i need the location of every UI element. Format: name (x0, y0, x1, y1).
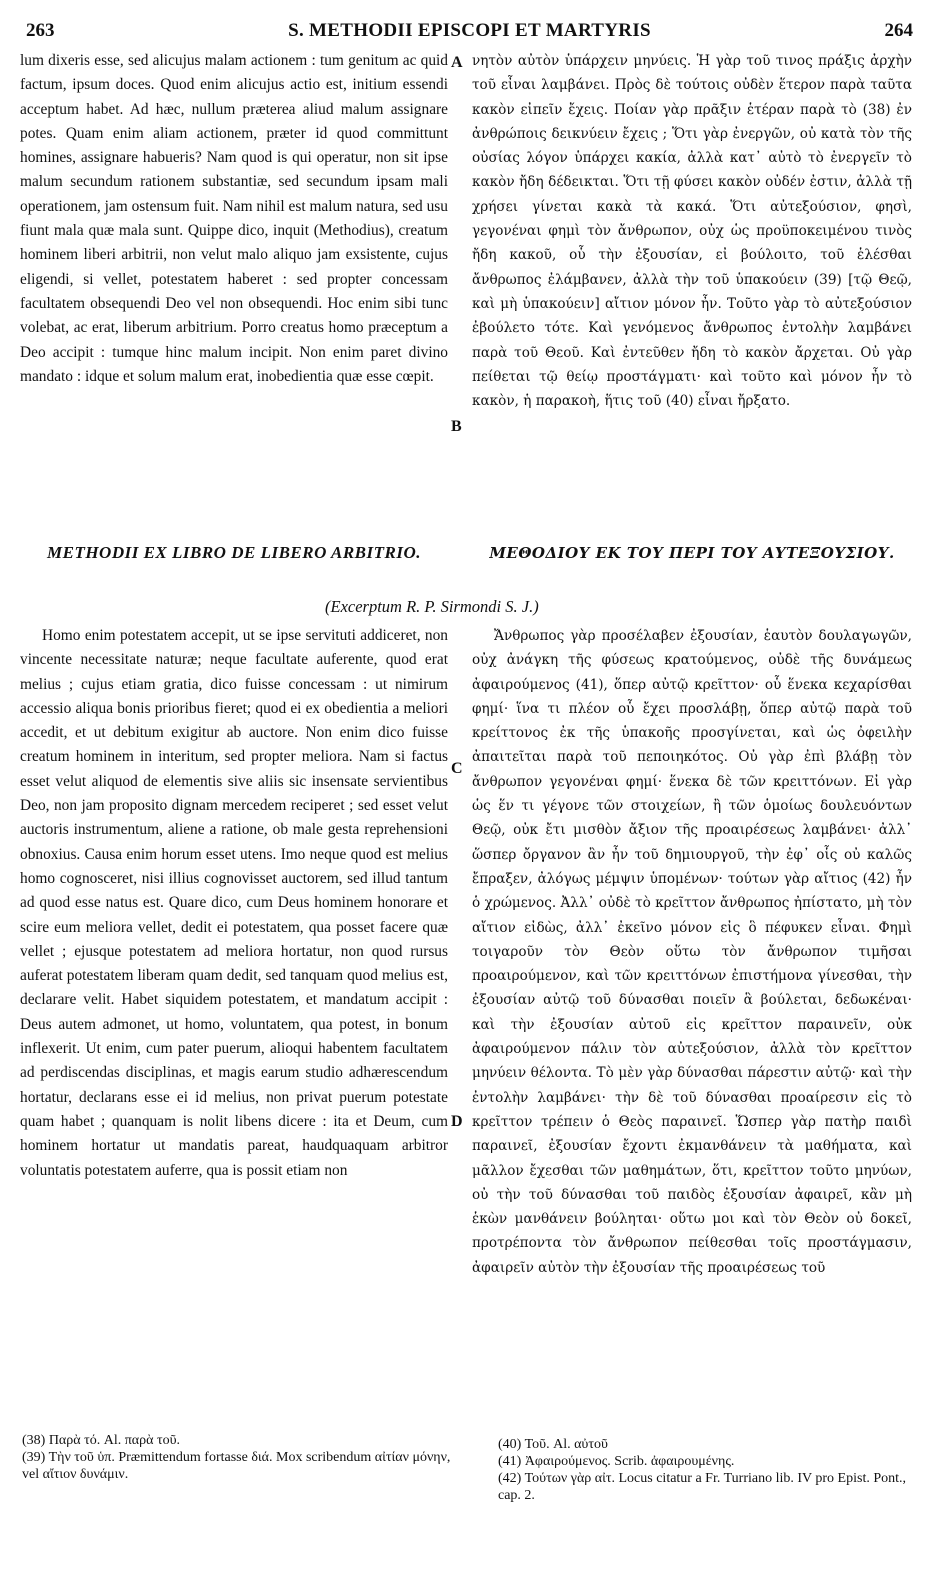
greek-column-top (472, 49, 912, 413)
excerpt-note: (Excerptum R. P. Sirmondi S. J.) (325, 597, 539, 616)
page-number-right: 264 (884, 20, 913, 41)
footnote: (41) Ἀφαιρούμενος. Scrib. ἀφαιρουμένης. (498, 1454, 735, 1469)
greek-paragraph: Ἄνθρωπος γὰρ προσέλαβεν ἐξουσίαν, ἑαυτὸν δουλαγωγῶν, οὐχ ἀνάγκη τῆς φύσεως κρατούμενος, οὐδὲ τῆς δυνάμεως ἀφαιρούμενος (41), ὅπερ αὐτῷ κρεῖττον· οὗ ἕνεκα κεχαρίσθαι φημί· ἵνα τι πλέον οὗ ἔχει προσλάβῃ, ὅπερ αὐτῷ παρὰ τοῦ κρείττονος ἐκ τῆς ὑπακοῆς προσγίνεται, καὶ ὡς ὀφειλὴν ἀπαιτεῖται παρὰ τοῦ πεποιηκότος. Οὐ γὰρ ἐπὶ βλάβῃ τὸν ἄνθρωπον γεγονέναι φημί· ἕνεκα δὲ τῶν κρειττόνων. Εἰ γὰρ ὡς ἕν τι γέγονε τῶν στοιχείων, ἢ τῶν ὁμοίως δουλευόντων Θεῷ, οὐκ ἔτι μισθὸν ἄξιον τῆς προαιρέσεως λαμβάνει· ἀλλ᾽ ὥσπερ ὄργανον ἂν ἦν τοῦ δημιουργοῦ, τὴν ἐφ᾽ οἷς οὐ καλῶς ἔπραξεν, ἀλόγως μέμψιν ὑπομένων· τούτων γὰρ αἴτιος (42) ἦν ὁ χρώμενος. Ἀλλ᾽ οὐδὲ τὸ κρεῖττον ἄνθρωπος ἠπίστατο, μὴ τὸν αἴτιον εἰδὼς, ἀλλ᾽ ἐκεῖνο μόνον εἰς ὃ πέφυκεν εἶναι. Φημὶ τοιγαροῦν τὸν Θεὸν οὕτω τὸν ἄνθρωπον τιμῆσαι προαιρούμενον, καὶ τῶν κρειττόνων ἐπιστήμονα γίνεσθαι, τὴν ἐξουσίαν αὐτῷ τοῦ δύνασθαι ποιεῖν ἃ βούλεται, δεδωκέναι· καὶ τὴν ἐξουσίαν αὐτοῦ εἰς κρεῖττον παραινεῖν, οὐκ ἀφαιρούμενον πάλιν τὸν αὐτεξούσιον, ἀλλὰ τὸν κρεῖττον μηνύειν θέλοντα. Τὸ μὲν γὰρ δύνασθαι πάρεστιν αὐτῷ· καὶ τὴν ἐντολὴν λαμβάνει· τὴν δὲ τοῦ δύνασθαι προαίρεσιν εἰς τὸ κρεῖττον τρέπειν ὁ Θεὸς παραινεῖ. Ὥσπερ γὰρ πατὴρ παιδὶ παραινεῖ, ἐξουσίαν ἔχοντι ἐκμανθάνειν τὰ μαθήματα, καὶ μᾶλλον ἔχεσθαι τῶν μαθημάτων, ὅτι, κρεῖττον τοῦτο μηνύων, οὐ τὴν τοῦ δύνασθαι τοῦ παιδὸς ἐξουσίαν ἀφαιρεῖ, κἂν μὴ ἑκὼν μανθάνειν βούληται· οὕτω μοι καὶ τὸν Θεὸν οὐ δοκεῖ, προτρέποντα τὸν ἄνθρωπον πείθεσθαι τοῖς προστάγμασιν, ἀφαιρεῖν αὐτὸν τὴν ἐξουσίαν τῆς προαιρέσεως τοῦ (472, 628, 912, 1276)
latin-paragraph: lum dixeris esse, sed alicujus malam actionem : tum genitum ac quid factum, ipsum doces. Quod enim alicujus actio est, initium essendi acceptum habet. Ad hæc, nullum præterea aliud malum assignare potes. Quam enim aliam actionem, præter id quod committunt homines, assignare habueris? Nam quod is qui operatur, non sit ipse malum secundum rationem substantiæ, sed secundum ipsam mali operationem, jam ostensum fuit. Nam nihil est malum natura, sed usu fiunt mala quæ mala sunt. Quippe dico, inquit (Methodius), creatum hominem liberi arbitrii, non velut malo aliquo jam exsistente, cujus eligendi, si vellet, potestatem haberet : sed propter concessam facultatem obsequendi Deo vel non obsequendi. Hoc enim sibi tunc volebat, ac erat, liberum arbitrium. Porro creatus homo præceptum a Deo accipit : tumque hinc malum incipit. Non enim paret divino mandato : idque et solum malum erat, inobedientia quæ esse cœpit. (20, 52, 448, 385)
margin-marker-a: A (451, 54, 463, 71)
footnote: (38) Παρὰ τό. Al. παρὰ τοῦ. (22, 1433, 180, 1448)
footnotes-right (498, 1436, 918, 1504)
page-header (26, 20, 913, 46)
footnote: (39) Τὴν τοῦ ὑπ. Præmittendum fortasse διά. Mox scribendum αἰτίαν μόνην, vel αἴτιον δυνάμιν. (22, 1450, 451, 1482)
running-title: S. METHODII EPISCOPI ET MARTYRIS (288, 20, 651, 41)
footnote: (42) Τούτων γὰρ αἰτ. Locus citatur a Fr. Turriano lib. IV pro Epist. Pont., cap. 2. (498, 1471, 907, 1503)
footnotes-left (22, 1432, 452, 1483)
margin-marker-d: D (451, 1113, 463, 1130)
page-number-left: 263 (26, 20, 55, 41)
greek-paragraph: νητὸν αὐτὸν ὑπάρχειν μηνύεις. Ἡ γὰρ τοῦ τινος πράξις ἀρχὴν τοῦ εἶναι λαμβάνει. Πρὸς δὲ τούτοις οὐδὲν ἕτερον παρὰ ταῦτα κακὸν εἰπεῖν ἔχεις. Ποίαν γὰρ πρᾶξιν ἑτέραν παρὰ τὸ (38) ἐν ἀνθρώποις δεικνύειν ἔχεις ; Ὅτι γὰρ ἐνεργῶν, οὐ κατὰ τὸν τῆς οὐσίας λόγον ὑπάρχει κακία, ἀλλὰ κατ᾽ αὐτὸ τὸ ἐνεργεῖν τὸ κακὸν ἤδη δέδεικται. Ὅτι τῇ φύσει κακὸν οὐδέν ἐστιν, ἀλλὰ τῇ χρήσει γίνεται κακὰ τὰ κακά. Ὅτι αὐτεξούσιον, φησὶ, γεγονέναι φημὶ τὸν ἄνθρωπον, οὐχ ὡς προϋποκειμένου τινὸς ἤδη κακοῦ, οὗ τὴν ἐξουσίαν, εἰ βούλοιτο, τοῦ ἑλέσθαι ἄνθρωπος ἐλάμβανεν, ἀλλὰ τὴν τοῦ ὑπακούειν (39) [τῷ Θεῷ, καὶ μὴ ὑπακούειν] αἴτιον μόνον ἦν. Τοῦτο γὰρ τὸ αὐτεξούσιον ἐβούλετο τότε. Καὶ γενόμενος ἄνθρωπος ἐντολὴν λαμβάνει παρὰ τοῦ Θεοῦ. Καὶ ἐντεῦθεν ἤδη τὸ κακὸν ἄρχεται. Οὐ γὰρ πείθεται τῷ θείῳ προστάγματι· καὶ τοῦτο καὶ μόνον ἦν τὸ κακὸν, ἡ παρακοὴ, ἥτις τοῦ (40) εἶναι ἤρξατο. (472, 53, 912, 410)
latin-paragraph: Homo enim potestatem accepit, ut se ipse servituti addiceret, non vincente necessitate naturæ; neque facultate auferente, quod erat melius ; cujus etiam gratia, dico fuisse concessam : ut nimirum accessio aliqua bonis prioribus fieret; quod ei ex obedientia a meliori accedit, et ut debitum exigitur ab auctore. Non enim dico fuisse creatum hominem in interitum, sed propter meliora. Nam si factus esset velut aliquod de elementis sive aliis sic insensate servientibus Deo, non jam proposito dignam mercedem reciperet ; sed esset velut auctoris instrumentum, aliene a ratione, ob male gesta reprehensioni obnoxius. Causa enim horum esset utens. Imo neque quod est melius homo cognosceret, nisi illius cognovisset auctorem, sed illud tantum ad quod esse natus est. Quare dico, cum Deus hominem honorare et scire eum meliora vellet, dedit ei potestatem, qua posset facere quæ vellet ; ejusque potestatem ad meliora hortatur, non quod rursus auferat potestatem liberam quam dedit, sed tanquam quod melius est, declarare velit. Habet siquidem potestatem, et mandatum accipit : Deus autem admonet, ut homo, voluntatem, qua potest, in bonum inflexerit. Ut enim, cum pater puerum, alioqui habentem facultatem ad perdiscendas disciplinas, et magis earum studio adhærescendum hortatur, declarans esse ei id melius, non privat puerum potestate quam habet ; quanquam is nolit libens dicere : ita et Deum, cum hominem hortatur ut mandatis pareat, haudquaquam arbitror voluntatis potestatem auferre, qua is possit etiam non (20, 627, 448, 1179)
greek-column-bottom (472, 624, 912, 1280)
margin-marker-c: C (451, 760, 463, 777)
footnote: (40) Τοῦ. Al. αὐτοῦ (498, 1437, 608, 1452)
greek-section-title: ΜΕΘΟΔΙΟΥ ΕΚ ΤΟΥ ΠΕΡΙ ΤΟΥ ΑΥΤΕΞΟΥΣΙΟΥ. (489, 544, 895, 562)
latin-section-title: METHODII EX LIBRO DE LIBERO ARBITRIO. (46, 543, 421, 562)
latin-column-bottom (20, 624, 448, 1183)
latin-column-top (20, 49, 448, 389)
margin-marker-b: B (451, 418, 462, 435)
